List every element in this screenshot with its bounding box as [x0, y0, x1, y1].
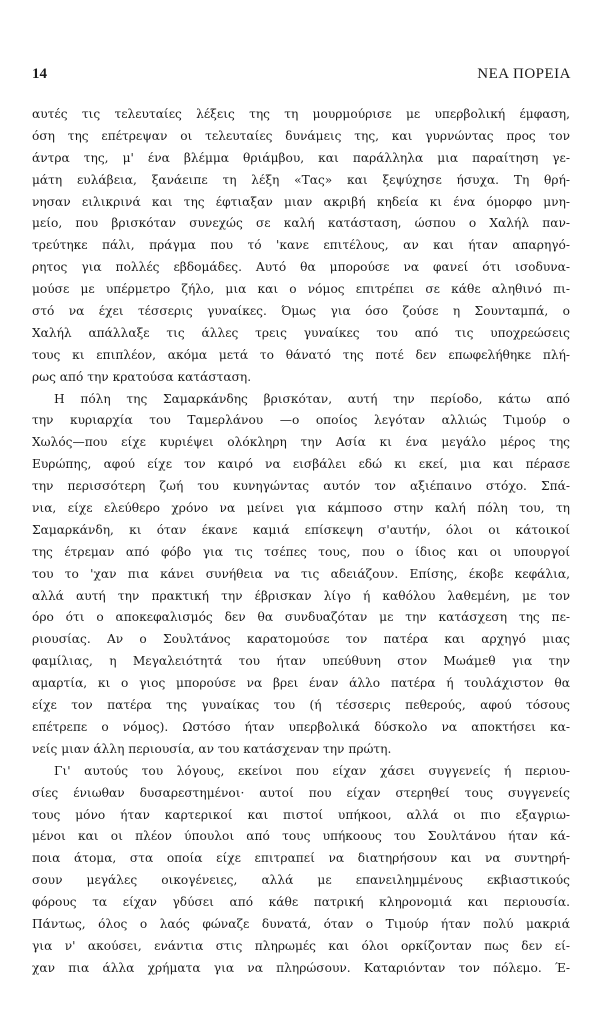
- text-line: τους μόνο ήταν καρτερικοί και πιστοί υπήκοοι, αλλά οι πιο εξαγριω-: [32, 807, 570, 822]
- page-number: 14: [32, 66, 47, 82]
- text-line: για ν' ακούσει, ενάντια στις πληρωμές και όλοι ορκίζονταν πως δεν εί-: [32, 938, 570, 953]
- text-line: Χαλήλ απάλλαξε τις άλλες τρεις γυναίκες του από τις υποχρεώσεις: [32, 325, 570, 340]
- paragraph: [32, 761, 570, 980]
- text-line: Πάντως, όλος ο λαός φώναζε δυνατά, όταν ο Τιμούρ ήταν πολύ μακριά: [32, 916, 570, 931]
- text-line: της έτρεμαν από φόβο για τις τσέπες τους, που ο ίδιος και οι υπουργοί: [32, 544, 570, 559]
- text-line: φόρους τα είχαν γδύσει από κάθε πατρική κληρονομιά και περιουσία.: [32, 895, 570, 910]
- text-line: Γι' αυτούς του λόγους, εκείνοι που είχαν χάσει συγγενείς ή περιου-: [54, 763, 570, 778]
- text-line: μάτη ευλάβεια, ξανάειπε τη λέξη «Τας» και ξεψύχησε ήσυχα. Τη θρή-: [32, 172, 570, 187]
- running-title: ΝΕΑ ΠΟΡΕΙΑ: [477, 66, 571, 82]
- text-line: ρητος για πολλές εβδομάδες. Αυτό θα μπορούσε να φανεί ότι ισοδυνα-: [32, 260, 570, 275]
- text-line: του το 'χαν πια κάνει συνήθεια να τις αδειάζουν. Επίσης, έκοβε κεφάλια,: [32, 566, 570, 581]
- text-line: αλλά αυτή την πρακτική την έβρισκαν λίγο ή καθόλου λαθεμένη, με τον: [32, 588, 570, 603]
- running-head: [32, 66, 571, 88]
- text-line: μούσε με υπέρμετρο ζήλο, μια και ο νόμος επιτρέπει σε κάθε αληθινό πι-: [32, 282, 570, 297]
- text-line: νια, είχε ελεύθερο χρόνο να μείνει για κάμποσο στην καλή πόλη του, τη: [32, 501, 570, 516]
- text-line: την περισσότερη ζωή του κυνηγώντας αυτόν τον αξιέπαινο στόχο. Σπά-: [32, 479, 570, 494]
- text-line: Σαμαρκάνδη, κι όταν έκανε καμιά επίσκεψη σ'αυτήν, όλοι οι κάτοικοί: [32, 522, 570, 537]
- text-line: τρεύτηκε πάλι, πράγμα που τό 'κανε επιτέλους, αν και ήταν απαρηγό-: [32, 238, 570, 253]
- paragraph: [32, 104, 570, 389]
- text-line: ποια άτομα, στα οποία είχε επιτραπεί να διατηρήσουν και να συντηρή-: [32, 851, 570, 866]
- text-line: χαν πια άλλα χρήματα για να πληρώσουν. Καταριόνταν τον πόλεμο. Έ-: [32, 960, 570, 975]
- paragraph: [32, 389, 570, 761]
- text-line: νείς μιαν άλλη περιουσία, αν του κατάσχεναν την πρώτη.: [32, 741, 392, 756]
- text-line: σουν μεγάλες οικογένειες, αλλά με επανειλημμένους εκβιαστικούς: [32, 873, 570, 888]
- text-line: Χωλός—που είχε κυριέψει ολόκληρη την Ασία κι ένα μεγάλο μέρος της: [32, 435, 570, 450]
- text-line: είχε τον πατέρα της γυναίκας του (ή τέσσερις πεθερούς, αφού τόσους: [32, 698, 570, 713]
- text-line: ρως από την κρατούσα κατάσταση.: [32, 369, 252, 384]
- text-line: νησαν ειλικρινά και της έφτιαξαν μιαν ακριβή κηδεία κι ένα όμορφο μνη-: [32, 194, 570, 209]
- text-line: επέτρεπε ο νόμος). Ωστόσο ήταν υπερβολικά δύσκολο να αποκτήσει κα-: [32, 719, 570, 734]
- text-line: μείο, που βρισκόταν συνεχώς σε καλή κατάσταση, ώσπου ο Χαλήλ παν-: [32, 216, 570, 231]
- body-text: [32, 104, 570, 980]
- text-line: την κυριαρχία του Ταμερλάνου —ο οποίος λεγόταν αλλιώς Τιμούρ ο: [32, 413, 570, 428]
- text-line: άντρα της, μ' ένα βλέμμα θριάμβου, και παράλληλα μια παραίτηση γε-: [32, 150, 570, 165]
- text-line: όση της επέτρεψαν οι τελευταίες δυνάμεις της, και γυρνώντας προς τον: [32, 128, 570, 143]
- text-line: μένοι και οι πλέον ύπουλοι από τους υπήκοους του Σουλτάνου ήταν κά-: [32, 829, 570, 844]
- text-line: Ευρώπης, αφού είχε τον καιρό να εισβάλει εδώ κι εκεί, μια και πέρασε: [32, 457, 570, 472]
- text-line: ριουσίας. Αν ο Σουλτάνος καρατομούσε τον πατέρα και αρχηγό μιας: [32, 632, 570, 647]
- text-line: αυτές τις τελευταίες λέξεις της τη μουρμούρισε με υπερβολική έμφαση,: [32, 107, 570, 121]
- text-line: αμαρτία, κι ο γιος μπορούσε να βρει έναν άλλο πατέρα ή τουλάχιστον θα: [32, 676, 570, 691]
- text-line: τους κι επιπλέον, ακόμα μετά το θάνατό της ποτέ δεν επωφελήθηκε πλή-: [32, 347, 570, 362]
- text-line: φαμίλιας, η Μεγαλειότητά του ήταν υπεύθυνη στον Μωάμεθ για την: [32, 654, 570, 669]
- text-line: Η πόλη της Σαμαρκάνδης βρισκόταν, αυτή την περίοδο, κάτω από: [54, 391, 570, 406]
- text-line: στό να έχει τέσσερις γυναίκες. Όμως για όσο ζούσε η Σουνταμπά, ο: [32, 304, 570, 319]
- text-line: όρο ότι ο αποκεφαλισμός δεν θα συνδυαζόταν με την κατάσχεση της πε-: [32, 610, 570, 625]
- text-line: σίες ένιωθαν δυσαρεστημένοι· αυτοί που είχαν στερηθεί τους συγγενείς: [32, 785, 570, 800]
